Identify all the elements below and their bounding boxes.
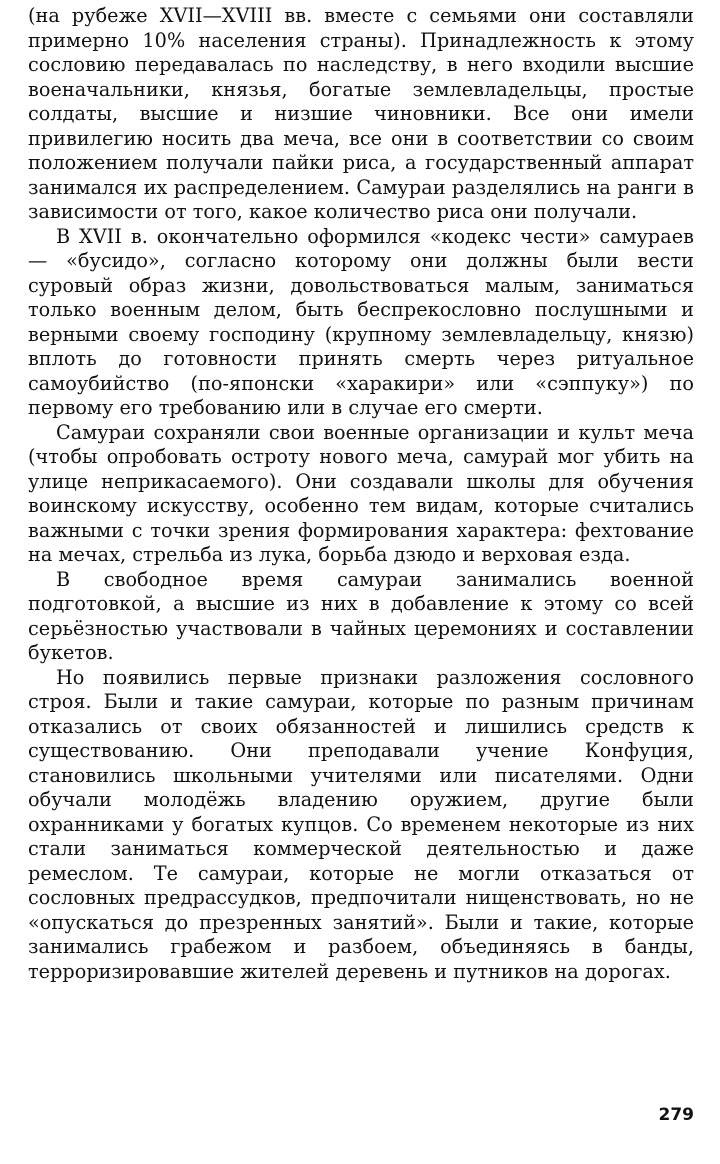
paragraph-bushido: В XVII в. окончательно оформился «кодекс чести» самураев — «бусидо», согласно которому они должны были вести суровый образ жизни, довольствоваться малым, заниматься только военным делом, быть беспрекословно послушными и верными своему господину (крупному землевладельцу, князю) вплоть до готовности принять смерть через ритуальное самоубийство (по-японски «харакири» или «сэппуку») по первому его требованию или в случае его смерти. [28,224,694,419]
paragraph-continuation: (на рубеже XVII—XVIII вв. вместе с семьями они составляли примерно 10% населения страны). Принадлежность к этому сословию передавалась по наследству, в него входили высшие военачальники, князья, богатые землевладельцы, простые солдаты, высшие и низшие чиновники. Все они имели привилегию носить два меча, все они в соответствии со своим положением получали пайки риса, а государственный аппарат занимался их распределением. Самураи разделялись на ранги в зависимости от того, какое количество риса они получали. [28,4,694,223]
paragraph-decline: Но появились первые признаки разложения сословного строя. Были и такие самураи, которые по разным причинам отказались от своих обязанностей и лишились средств к существованию. Они преподавали учение Конфуция, становились школьными учителями или писателями. Одни обучали молодёжь владению оружием, другие были охранниками у богатых купцов. Со временем некоторые из них стали заниматься коммерческой деятельностью и даже ремеслом. Те самураи, которые не могли отказаться от сословных предрассудков, предпочитали нищенствовать, но не «опускаться до презренных занятий». Были и такие, которые занимались грабежом и разбоем, объединяясь в банды, терроризировавшие жителей деревень и путников на дорогах. [28,665,694,983]
paragraph-military-organizations: Самураи сохраняли свои военные организации и культ меча (чтобы опробовать остроту нового меча, самурай мог убить на улице неприкасаемого). Они создавали школы для обучения воинскому искусству, особенно тем видам, которые считались важными с точки зрения формирования характера: фехтование на мечах, стрельба из лука, борьба дзюдо и верховая езда. [28,420,694,566]
book-page [28,4,694,1164]
body-text [28,4,694,984]
paragraph-free-time: В свободное время самураи занимались военной подготовкой, а высшие из них в добавление к этому со всей серьёзностью участвовали в чайных церемониях и составлении букетов. [28,567,694,664]
page-number: 279 [658,1105,694,1125]
